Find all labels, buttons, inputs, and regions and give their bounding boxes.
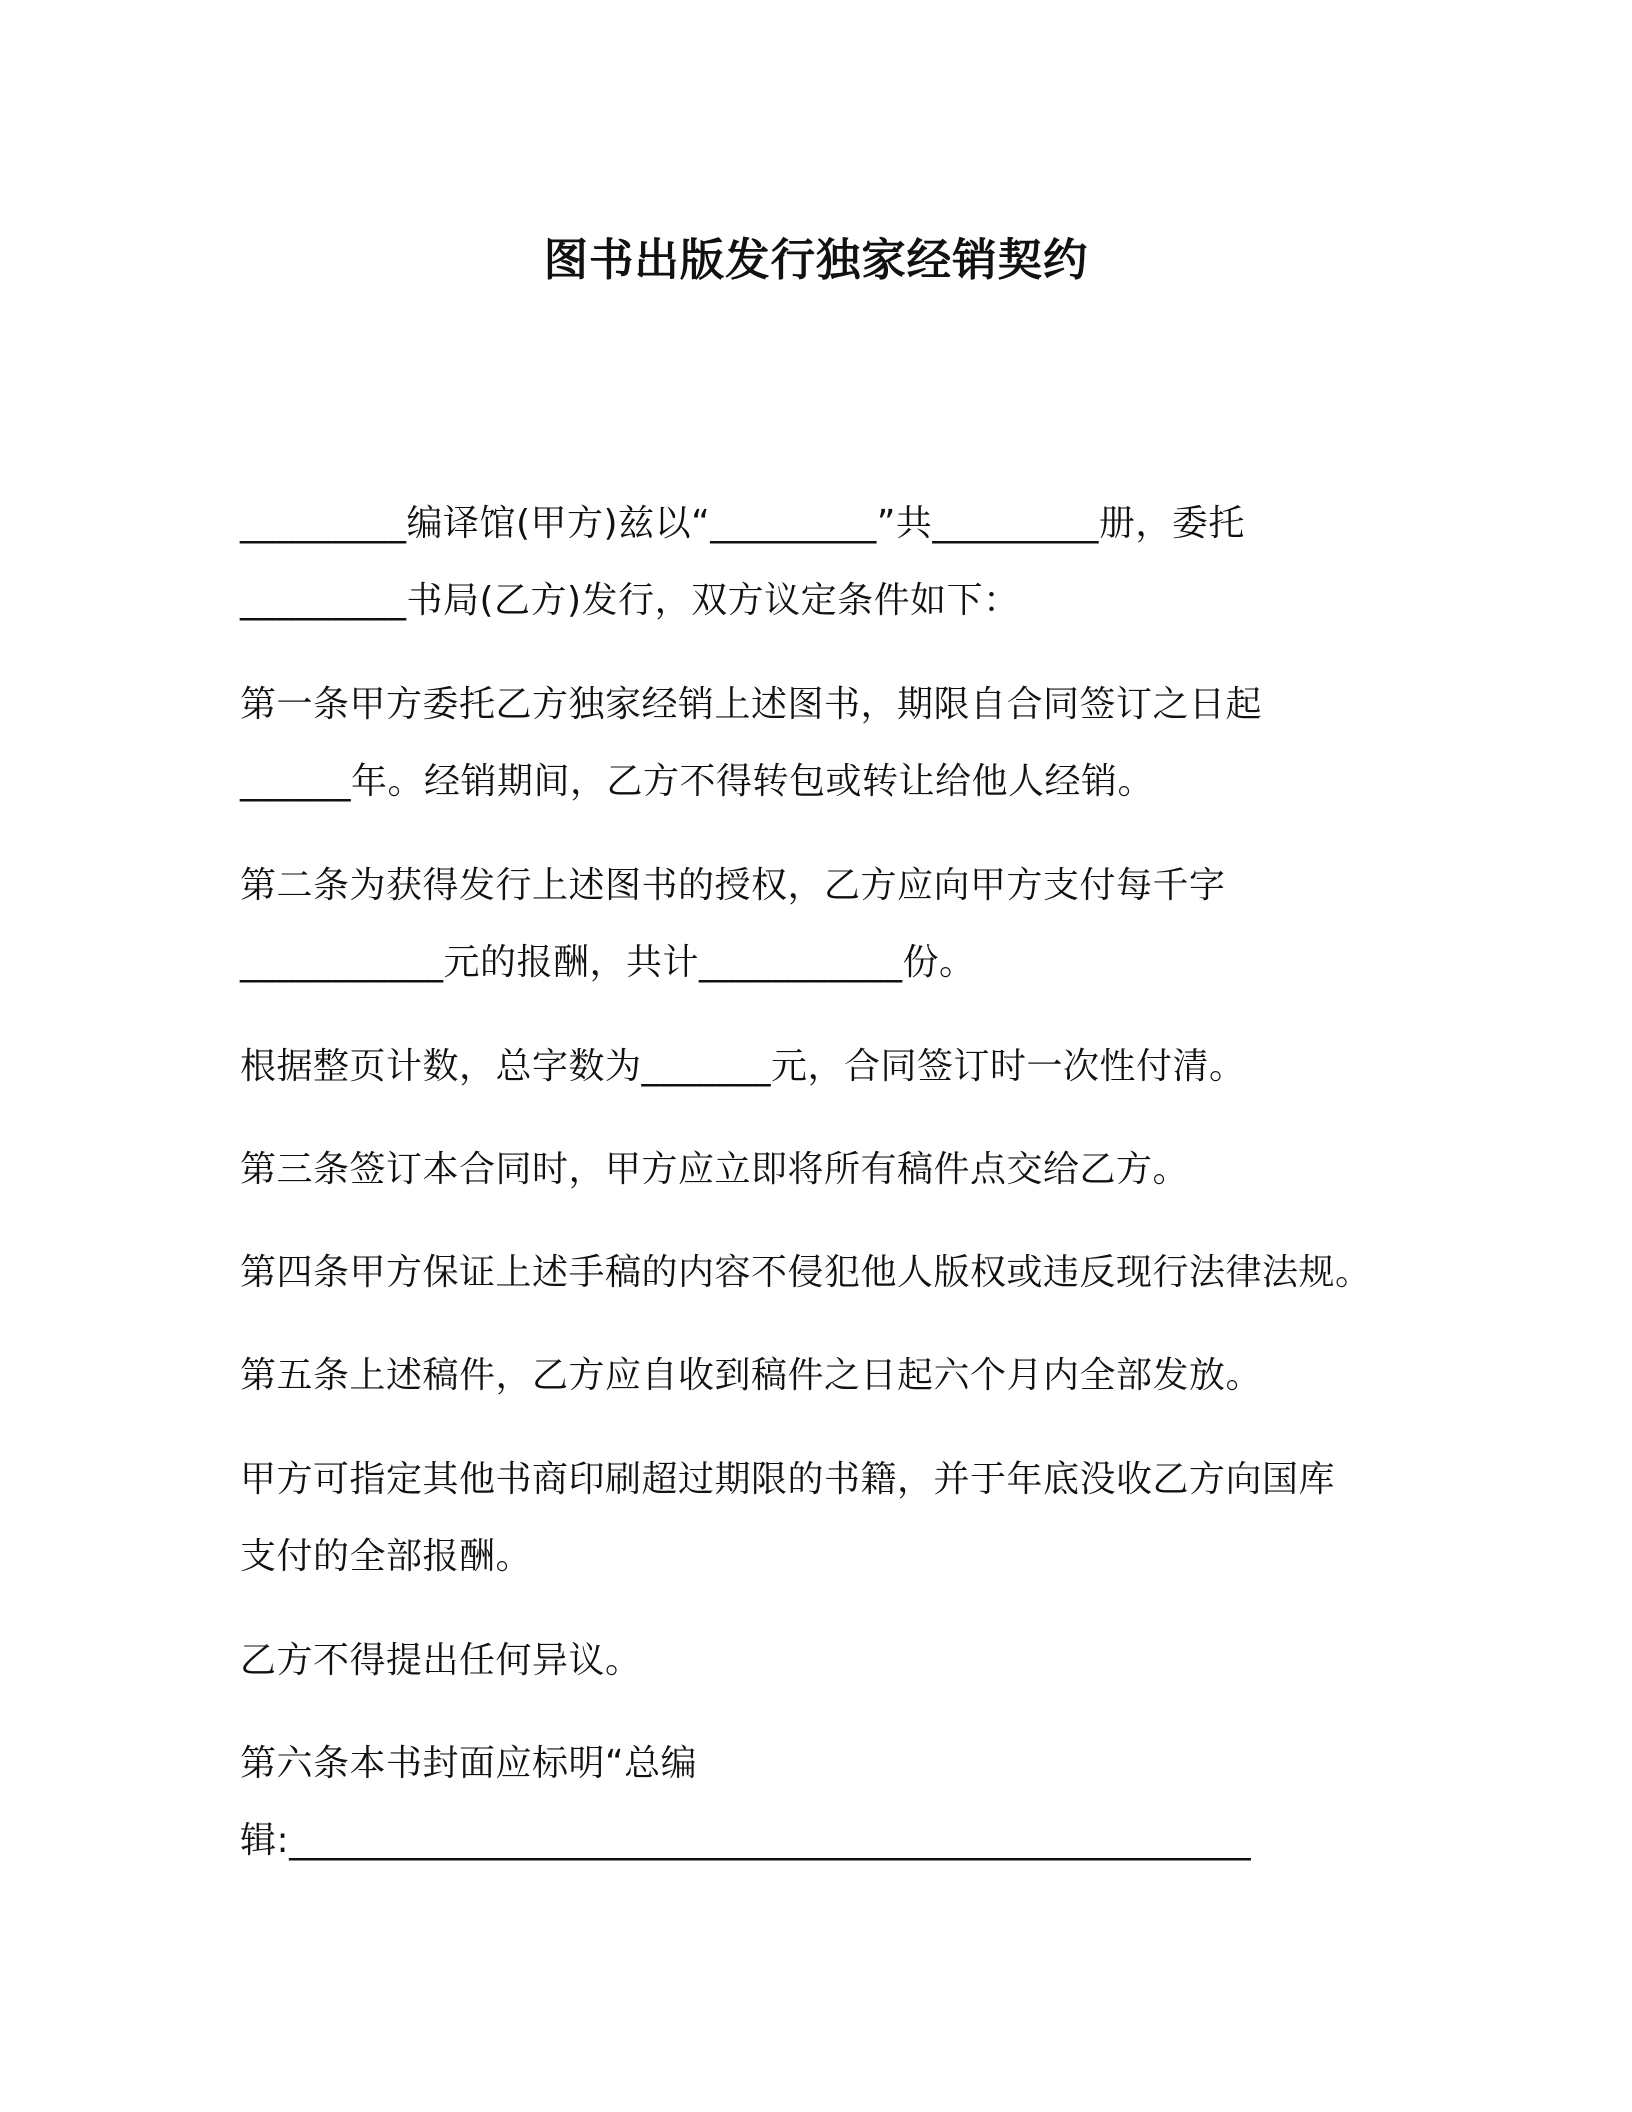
article-3-line: 第三条签订本合同时，甲方应立即将所有稿件点交给乙方。 [240,1149,1190,1190]
article-5-objection-line: 乙方不得提出任何异议。 [240,1640,642,1681]
article-1-line-2: ______年。经销期间，乙方不得转包或转让给他人经销。 [240,761,1155,802]
article-5-extra-line-1: 甲方可指定其他书商印刷超过期限的书籍，并于年底没收乙方向国库 [240,1459,1336,1500]
article-4-line: 第四条甲方保证上述手稿的内容不侵犯他人版权或违反现行法律法规。 [240,1252,1372,1293]
article-2-line-3: 根据整页计数，总字数为_______元，合同签订时一次性付清。 [240,1046,1246,1087]
article-1-line-1: 第一条甲方委托乙方独家经销上述图书，期限自合同签订之日起 [240,684,1263,725]
paragraph-intro-line-2: _________书局(乙方)发行，双方议定条件如下： [240,580,1020,621]
article-5-line: 第五条上述稿件，乙方应自收到稿件之日起六个月内全部发放。 [240,1355,1263,1396]
paragraph-intro-line-1: _________编译馆(甲方)兹以“_________”共_________册，委托 [240,503,1245,544]
article-6-line-1: 第六条本书封面应标明“总编 [240,1743,698,1784]
document-title: 图书出版发行独家经销契约 [543,235,1089,286]
article-5-extra-line-2: 支付的全部报酬。 [240,1536,533,1577]
article-2-line-2: ___________元的报酬，共计___________份。 [240,942,976,983]
article-2-line-1: 第二条为获得发行上述图书的授权，乙方应向甲方支付每千字 [240,865,1226,906]
article-6-line-2: 辑:____________________________________________________ [240,1820,1252,1861]
